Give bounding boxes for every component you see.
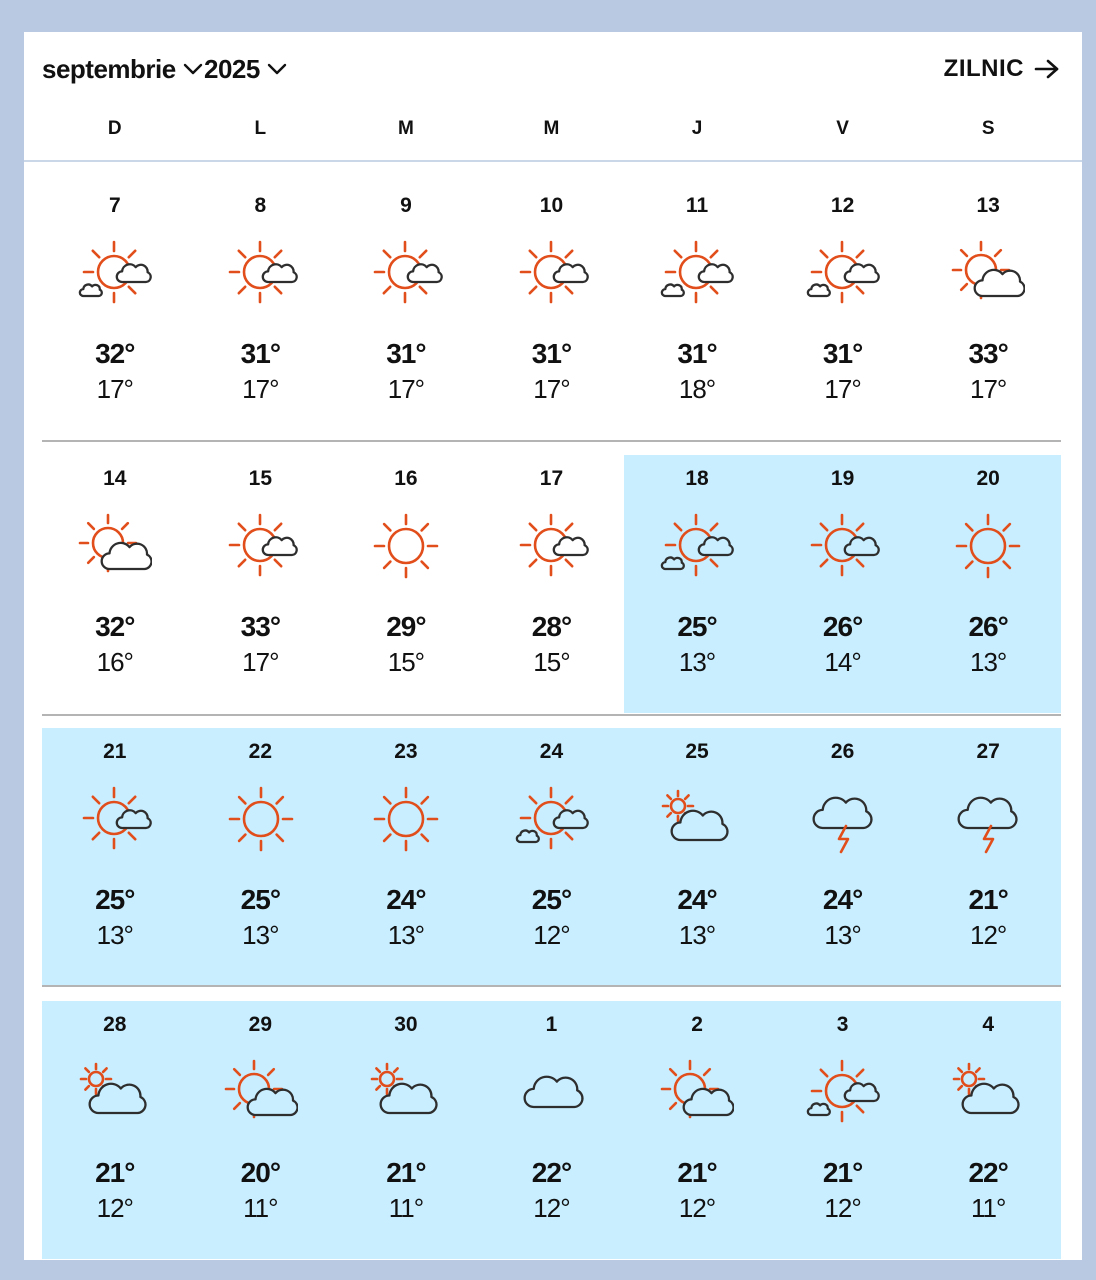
sun-cloud-small-cloud-icon — [660, 509, 734, 583]
month-label: septembrie — [42, 53, 176, 84]
day-cell[interactable] — [42, 455, 188, 713]
day-number: 12 — [830, 194, 855, 217]
min-temperature: 17° — [242, 647, 279, 677]
day-cell[interactable] — [624, 1001, 770, 1259]
cloud-small-sun-icon — [951, 1055, 1025, 1129]
sun-icon — [951, 509, 1025, 583]
day-cell[interactable] — [188, 455, 334, 713]
min-temperature: 12° — [533, 1193, 570, 1223]
sun-big-cloud-icon — [78, 509, 152, 583]
day-cell[interactable] — [624, 182, 770, 440]
week-divider — [42, 985, 1061, 987]
min-temperature: 12° — [533, 920, 570, 950]
max-temperature: 26° — [968, 611, 1008, 642]
week-row — [42, 182, 1061, 440]
weekday-label: D — [107, 118, 122, 139]
max-temperature: 24° — [677, 884, 717, 915]
arrow-right-icon — [1034, 58, 1060, 80]
year-label: 2025 — [204, 53, 260, 84]
min-temperature: 13° — [678, 920, 716, 950]
day-number: 4 — [982, 1013, 994, 1036]
day-number: 26 — [830, 740, 855, 763]
sun-cloud-icon — [515, 509, 589, 583]
day-number: 13 — [976, 194, 1000, 217]
day-number: 18 — [685, 467, 709, 490]
thunderstorm-icon — [806, 782, 880, 856]
day-number: 25 — [685, 740, 709, 763]
sun-cloud-icon — [369, 236, 443, 310]
min-temperature: 15° — [533, 647, 570, 677]
year-select[interactable] — [204, 54, 288, 84]
min-temperature: 17° — [387, 374, 425, 404]
min-temperature: 15° — [387, 647, 425, 677]
max-temperature: 25° — [531, 884, 572, 915]
max-temperature: 31° — [822, 338, 863, 369]
max-temperature: 26° — [822, 611, 863, 642]
daily-link-label: ZILNIC — [943, 55, 1024, 82]
day-cell[interactable] — [770, 455, 916, 713]
calendar-panel — [24, 32, 1082, 1260]
min-temperature: 13° — [824, 920, 861, 950]
sun-cloud-icon — [224, 236, 298, 310]
max-temperature: 32° — [95, 338, 135, 369]
day-cell[interactable] — [188, 182, 334, 440]
day-cell[interactable] — [479, 182, 625, 440]
min-temperature: 13° — [96, 920, 133, 950]
max-temperature: 31° — [386, 338, 426, 369]
day-cell[interactable] — [333, 1001, 479, 1259]
day-cell[interactable] — [333, 728, 479, 986]
sun-cloud-small-cloud-icon — [660, 236, 734, 310]
day-cell[interactable] — [770, 182, 916, 440]
weekday-label: S — [981, 118, 995, 139]
day-cell[interactable] — [42, 728, 188, 986]
sun-icon — [369, 782, 443, 856]
day-number: 27 — [976, 740, 1000, 763]
max-temperature: 31° — [531, 338, 572, 369]
day-cell[interactable] — [42, 182, 188, 440]
max-temperature: 20° — [240, 1157, 281, 1188]
day-cell[interactable] — [479, 728, 625, 986]
sun-cloud-icon — [224, 509, 298, 583]
max-temperature: 24° — [822, 884, 863, 915]
max-temperature: 24° — [386, 884, 426, 915]
chevron-down-icon — [266, 62, 288, 76]
week-row — [42, 455, 1061, 713]
chevron-down-icon — [182, 62, 204, 76]
cloud-small-sun-icon — [369, 1055, 443, 1129]
day-number: 29 — [248, 1013, 273, 1036]
day-number: 15 — [248, 467, 273, 490]
min-temperature: 17° — [533, 374, 570, 404]
week-divider — [42, 714, 1061, 716]
day-cell[interactable] — [915, 1001, 1061, 1259]
day-cell[interactable] — [479, 455, 625, 713]
day-cell[interactable] — [479, 1001, 625, 1259]
day-number: 24 — [539, 740, 564, 763]
max-temperature: 21° — [95, 1157, 135, 1188]
week-row — [42, 728, 1061, 986]
day-cell[interactable] — [770, 1001, 916, 1259]
day-cell[interactable] — [333, 455, 479, 713]
max-temperature: 29° — [386, 611, 426, 642]
max-temperature: 32° — [95, 611, 135, 642]
cloud-small-sun-icon — [78, 1055, 152, 1129]
day-cell[interactable] — [333, 182, 479, 440]
min-temperature: 13° — [242, 920, 279, 950]
day-number: 2 — [691, 1013, 703, 1036]
sun-icon — [224, 782, 298, 856]
cloud-small-sun-icon — [660, 782, 734, 856]
min-temperature: 14° — [824, 647, 861, 677]
month-select[interactable] — [42, 54, 204, 84]
calendar-header — [24, 32, 1082, 162]
min-temperature: 12° — [96, 1193, 133, 1223]
min-temperature: 13° — [678, 647, 716, 677]
day-cell[interactable] — [624, 728, 770, 986]
min-temperature: 16° — [96, 647, 133, 677]
min-temperature: 13° — [969, 647, 1007, 677]
sun-cloud-icon — [515, 236, 589, 310]
max-temperature: 25° — [95, 884, 135, 915]
day-cell[interactable] — [188, 728, 334, 986]
max-temperature: 22° — [531, 1157, 572, 1188]
day-cell[interactable] — [915, 182, 1061, 440]
day-cell[interactable] — [188, 1001, 334, 1259]
day-number: 21 — [103, 740, 127, 763]
min-temperature: 17° — [969, 374, 1007, 404]
sun-big-cloud-icon — [660, 1055, 734, 1129]
max-temperature: 28° — [531, 611, 572, 642]
sun-cloud-small-cloud-icon — [78, 236, 152, 310]
max-temperature: 25° — [677, 611, 717, 642]
max-temperature: 22° — [968, 1157, 1008, 1188]
day-cell[interactable] — [42, 1001, 188, 1259]
cloud-icon — [515, 1055, 589, 1129]
min-temperature: 17° — [824, 374, 861, 404]
sun-cloud-icon — [806, 509, 880, 583]
day-number: 22 — [248, 740, 273, 763]
day-number: 10 — [539, 194, 564, 217]
day-number: 11 — [685, 194, 709, 217]
daily-view-link[interactable] — [944, 54, 1060, 84]
min-temperature: 12° — [969, 920, 1007, 950]
weekday-label: L — [254, 118, 267, 139]
max-temperature: 25° — [240, 884, 281, 915]
weekday-label: M — [543, 118, 560, 139]
min-temperature: 17° — [242, 374, 279, 404]
day-cell[interactable] — [915, 455, 1061, 713]
day-cell[interactable] — [624, 455, 770, 713]
weekday-label: V — [836, 118, 849, 139]
min-temperature: 13° — [387, 920, 425, 950]
max-temperature: 31° — [677, 338, 717, 369]
max-temperature: 21° — [822, 1157, 863, 1188]
day-number: 7 — [108, 194, 121, 217]
min-temperature: 18° — [678, 374, 716, 404]
week-divider — [42, 440, 1061, 442]
day-number: 9 — [400, 194, 412, 217]
min-temperature: 11° — [388, 1193, 424, 1223]
min-temperature: 12° — [678, 1193, 716, 1223]
max-temperature: 33° — [968, 338, 1008, 369]
sun-cloud-icon — [78, 782, 152, 856]
sun-cloud-small-cloud-icon — [806, 236, 880, 310]
day-number: 1 — [545, 1013, 558, 1036]
day-number: 17 — [539, 467, 564, 490]
max-temperature: 33° — [240, 611, 281, 642]
max-temperature: 21° — [968, 884, 1008, 915]
weekday-label: J — [691, 118, 703, 139]
min-temperature: 11° — [243, 1193, 278, 1223]
day-number: 30 — [394, 1013, 418, 1036]
day-number: 14 — [103, 467, 127, 490]
max-temperature: 31° — [240, 338, 281, 369]
max-temperature: 21° — [677, 1157, 717, 1188]
min-temperature: 12° — [824, 1193, 861, 1223]
weekday-header-row — [42, 118, 1061, 146]
sun-cloud-small-cloud-icon — [515, 782, 589, 856]
day-number: 23 — [394, 740, 418, 763]
day-cell[interactable] — [770, 728, 916, 986]
week-row — [42, 1001, 1061, 1259]
min-temperature: 11° — [970, 1193, 1006, 1223]
day-number: 20 — [976, 467, 1000, 490]
weekday-label: M — [397, 118, 414, 139]
day-cell[interactable] — [915, 728, 1061, 986]
sun-big-cloud-icon — [951, 236, 1025, 310]
thunderstorm-icon — [951, 782, 1025, 856]
min-temperature: 17° — [96, 374, 133, 404]
day-number: 16 — [394, 467, 418, 490]
day-number: 3 — [836, 1013, 849, 1036]
max-temperature: 21° — [386, 1157, 426, 1188]
sun-cloud-small-cloud-icon — [806, 1055, 880, 1129]
day-number: 19 — [830, 467, 855, 490]
sun-big-cloud-icon — [224, 1055, 298, 1129]
day-number: 8 — [254, 194, 267, 217]
day-number: 28 — [103, 1013, 127, 1036]
sun-icon — [369, 509, 443, 583]
